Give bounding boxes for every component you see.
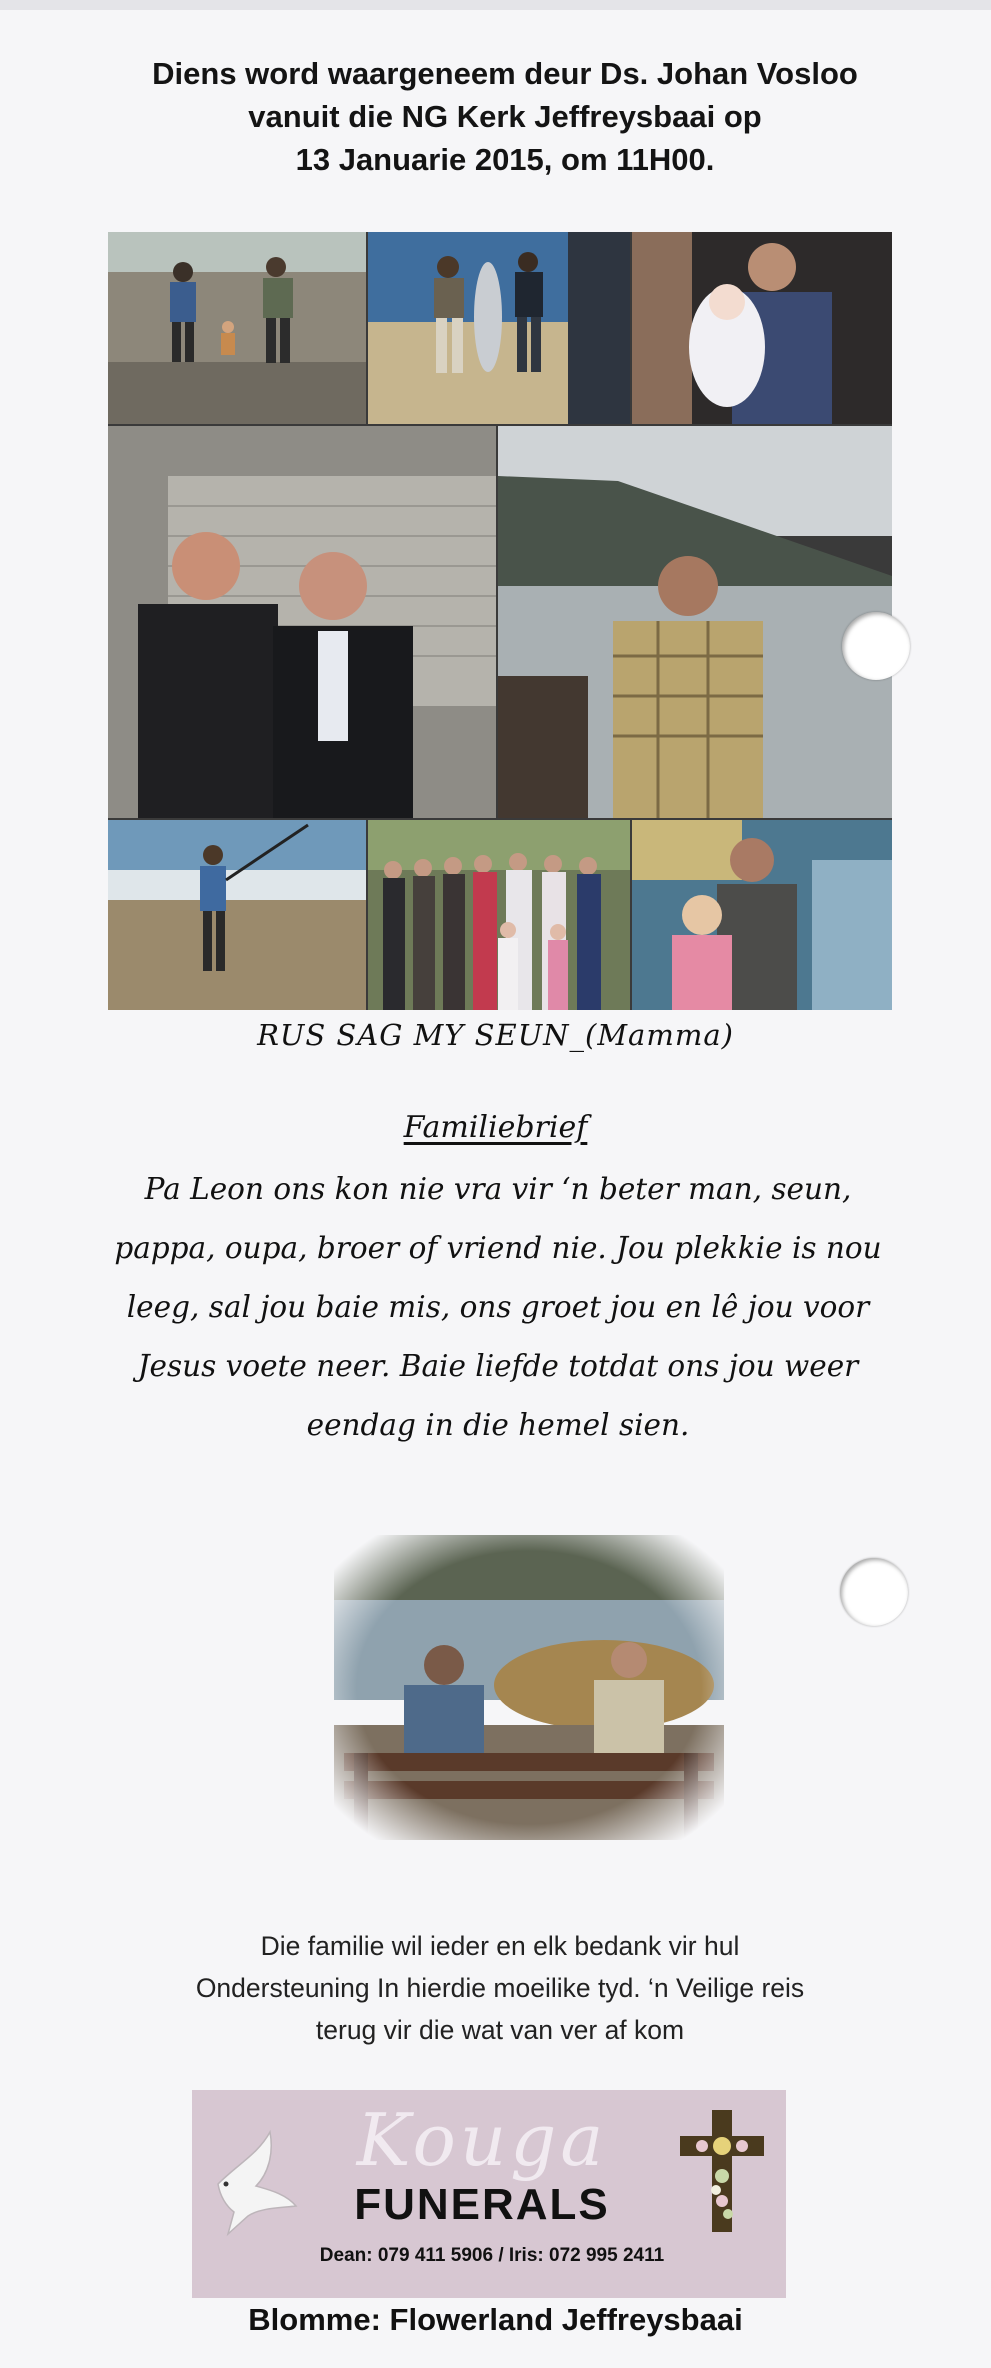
service-line-3: 13 Januarie 2015, om 11H00. — [295, 142, 715, 177]
flowers-note: Blomme: Flowerland Jeffreysbaai — [248, 2302, 743, 2337]
photo-collage — [108, 232, 892, 1010]
advert-brand: Kouga — [356, 2098, 608, 2182]
family-letter-title: Familiebrief — [403, 1110, 588, 1145]
photo-beach-walk — [108, 232, 366, 424]
punch-hole — [840, 1558, 908, 1626]
service-line-1: Diens word waargeneem deur Ds. Johan Vosloo — [152, 56, 858, 91]
service-line-2: vanuit die NG Kerk Jeffreysbaai op — [248, 99, 762, 134]
photo-grandfather-girl — [632, 820, 892, 1010]
family-letter-line: eendag in die hemel sien. — [306, 1408, 690, 1442]
thanks-line: Die familie wil ieder en elk bedank vir hul — [260, 1931, 740, 1961]
photo-two-men-hug — [108, 426, 496, 818]
dove-icon — [208, 2124, 300, 2242]
cross-icon — [672, 2106, 772, 2236]
photo-family-group — [368, 820, 630, 1010]
photo-caption: RUS SAG MY SEUN_(Mamma) — [257, 1018, 734, 1052]
photo-fishing-catch — [368, 232, 630, 424]
family-letter-line: pappa, oupa, broer of vriend nie. Jou plekkie is nou — [114, 1231, 882, 1265]
thanks-note — [120, 1925, 880, 2051]
photo-couple-on-bench — [324, 1525, 734, 1850]
photo-beach-fishing — [108, 820, 366, 1010]
family-letter-line: leeg, sal jou baie mis, ons groet jou en lê jou voor — [126, 1290, 870, 1324]
thanks-line: Ondersteuning In hierdie moeilike tyd. ‘n Veilige reis — [195, 1973, 805, 2003]
thanks-line: terug vir die wat van ver af kom — [315, 2015, 685, 2045]
service-details — [60, 52, 950, 181]
photo-man-at-lagoon — [498, 426, 892, 818]
family-letter-body — [58, 1160, 938, 1455]
family-letter-line: Jesus voete neer. Baie liefde totdat ons jou weer — [137, 1349, 859, 1383]
punch-hole — [842, 612, 910, 680]
photo-grandfather-baby — [632, 232, 892, 424]
advert-contact: Dean: 079 411 5906 / Iris: 072 995 2411 — [319, 2245, 665, 2266]
funeral-home-advert — [192, 2090, 786, 2298]
family-letter-line: Pa Leon ons kon nie vra vir ‘n beter man, seun, — [144, 1172, 852, 1206]
scan-top-edge — [0, 0, 991, 10]
advert-word: FUNERALS — [354, 2180, 610, 2229]
